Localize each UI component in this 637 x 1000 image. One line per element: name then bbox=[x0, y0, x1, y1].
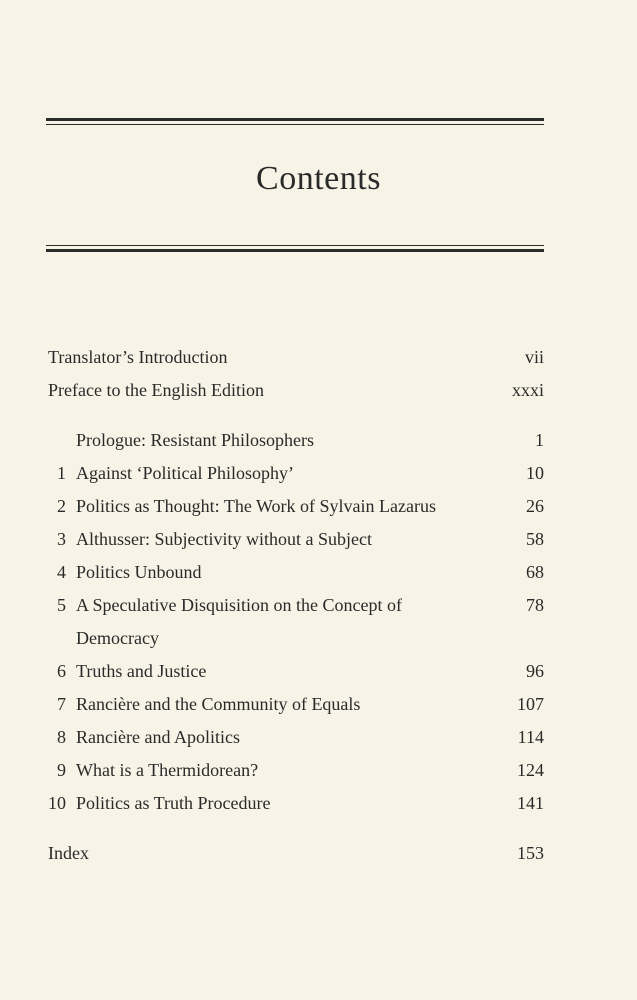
top-rule-thin bbox=[46, 124, 544, 125]
toc-entry-chapter-9 bbox=[48, 757, 544, 783]
toc-entry-translators-introduction bbox=[48, 344, 544, 370]
toc-entry-title: Politics as Truth Procedure bbox=[76, 793, 271, 813]
toc-entry-number: 7 bbox=[57, 694, 66, 714]
toc-entry-title: Rancière and the Community of Equals bbox=[76, 694, 361, 714]
toc-entry-page: 1 bbox=[535, 430, 544, 450]
toc-entry-title-continued: Democracy bbox=[76, 628, 159, 648]
page-title: Contents bbox=[256, 160, 381, 197]
toc-entry-page: 114 bbox=[517, 727, 544, 747]
toc-entry-chapter-6 bbox=[48, 658, 544, 684]
toc-entry-number: 2 bbox=[57, 496, 66, 516]
toc-entry-chapter-5-continued bbox=[48, 625, 544, 651]
toc-entry-chapter-8 bbox=[48, 724, 544, 750]
toc-entry-page: 58 bbox=[526, 529, 544, 549]
toc-entry-chapter-5 bbox=[48, 592, 544, 618]
toc-entry-page: 124 bbox=[517, 760, 544, 780]
toc-entry-chapter-1 bbox=[48, 460, 544, 486]
toc-entry-title: Althusser: Subjectivity without a Subject bbox=[76, 529, 372, 549]
toc-entry-number: 10 bbox=[48, 793, 66, 813]
top-rule bbox=[46, 118, 544, 125]
toc-entry-page: 153 bbox=[517, 843, 544, 863]
toc-entry-preface bbox=[48, 377, 544, 403]
toc-entry-chapter-4 bbox=[48, 559, 544, 585]
toc-entry-number: 6 bbox=[57, 661, 66, 681]
toc-entry-title: Preface to the English Edition bbox=[48, 380, 264, 400]
toc-entry-page: 10 bbox=[526, 463, 544, 483]
toc-entry-page: xxxi bbox=[511, 380, 544, 400]
toc-entry-number: 3 bbox=[57, 529, 66, 549]
toc-entry-title: What is a Thermidorean? bbox=[76, 760, 259, 780]
bottom-rule bbox=[46, 245, 544, 252]
top-rule-thick bbox=[46, 118, 544, 121]
toc-entry-title: Rancière and Apolitics bbox=[76, 727, 240, 747]
toc-entry-title: Translator’s Introduction bbox=[48, 347, 228, 367]
toc-entry-title: Index bbox=[48, 843, 89, 863]
toc-entry-title: Politics Unbound bbox=[76, 562, 202, 582]
toc-entry-number: 5 bbox=[57, 595, 66, 615]
toc-entry-index bbox=[48, 840, 544, 866]
toc-entry-number: 8 bbox=[57, 727, 66, 747]
toc-entry-chapter-3 bbox=[48, 526, 544, 552]
toc-entry-page: 26 bbox=[526, 496, 544, 516]
toc-entry-title: Prologue: Resistant Philosophers bbox=[76, 430, 314, 450]
toc-entry-page: 107 bbox=[517, 694, 544, 714]
toc-entry-title: Truths and Justice bbox=[76, 661, 207, 681]
toc-entry-page: 78 bbox=[526, 595, 544, 615]
toc-entry-page: vii bbox=[524, 347, 544, 367]
bottom-rule-thin bbox=[46, 245, 544, 246]
toc-entry-page: 96 bbox=[526, 661, 544, 681]
toc-entry-prologue bbox=[48, 427, 544, 453]
toc-entry-chapter-7 bbox=[48, 691, 544, 717]
toc-entry-title: Politics as Thought: The Work of Sylvain Lazarus bbox=[76, 496, 437, 516]
toc-entry-title: Against ‘Political Philosophy’ bbox=[76, 463, 294, 483]
toc-entry-page: 141 bbox=[517, 793, 544, 813]
toc-entry-page: 68 bbox=[526, 562, 544, 582]
bottom-rule-thick bbox=[46, 249, 544, 252]
toc-entry-chapter-2 bbox=[48, 493, 544, 519]
toc-entry-number: 4 bbox=[57, 562, 66, 582]
toc-entry-title: A Speculative Disquisition on the Concept of bbox=[76, 595, 402, 615]
toc-entry-number: 1 bbox=[57, 463, 66, 483]
toc-entry-number: 9 bbox=[57, 760, 66, 780]
toc-entry-chapter-10 bbox=[48, 790, 544, 816]
